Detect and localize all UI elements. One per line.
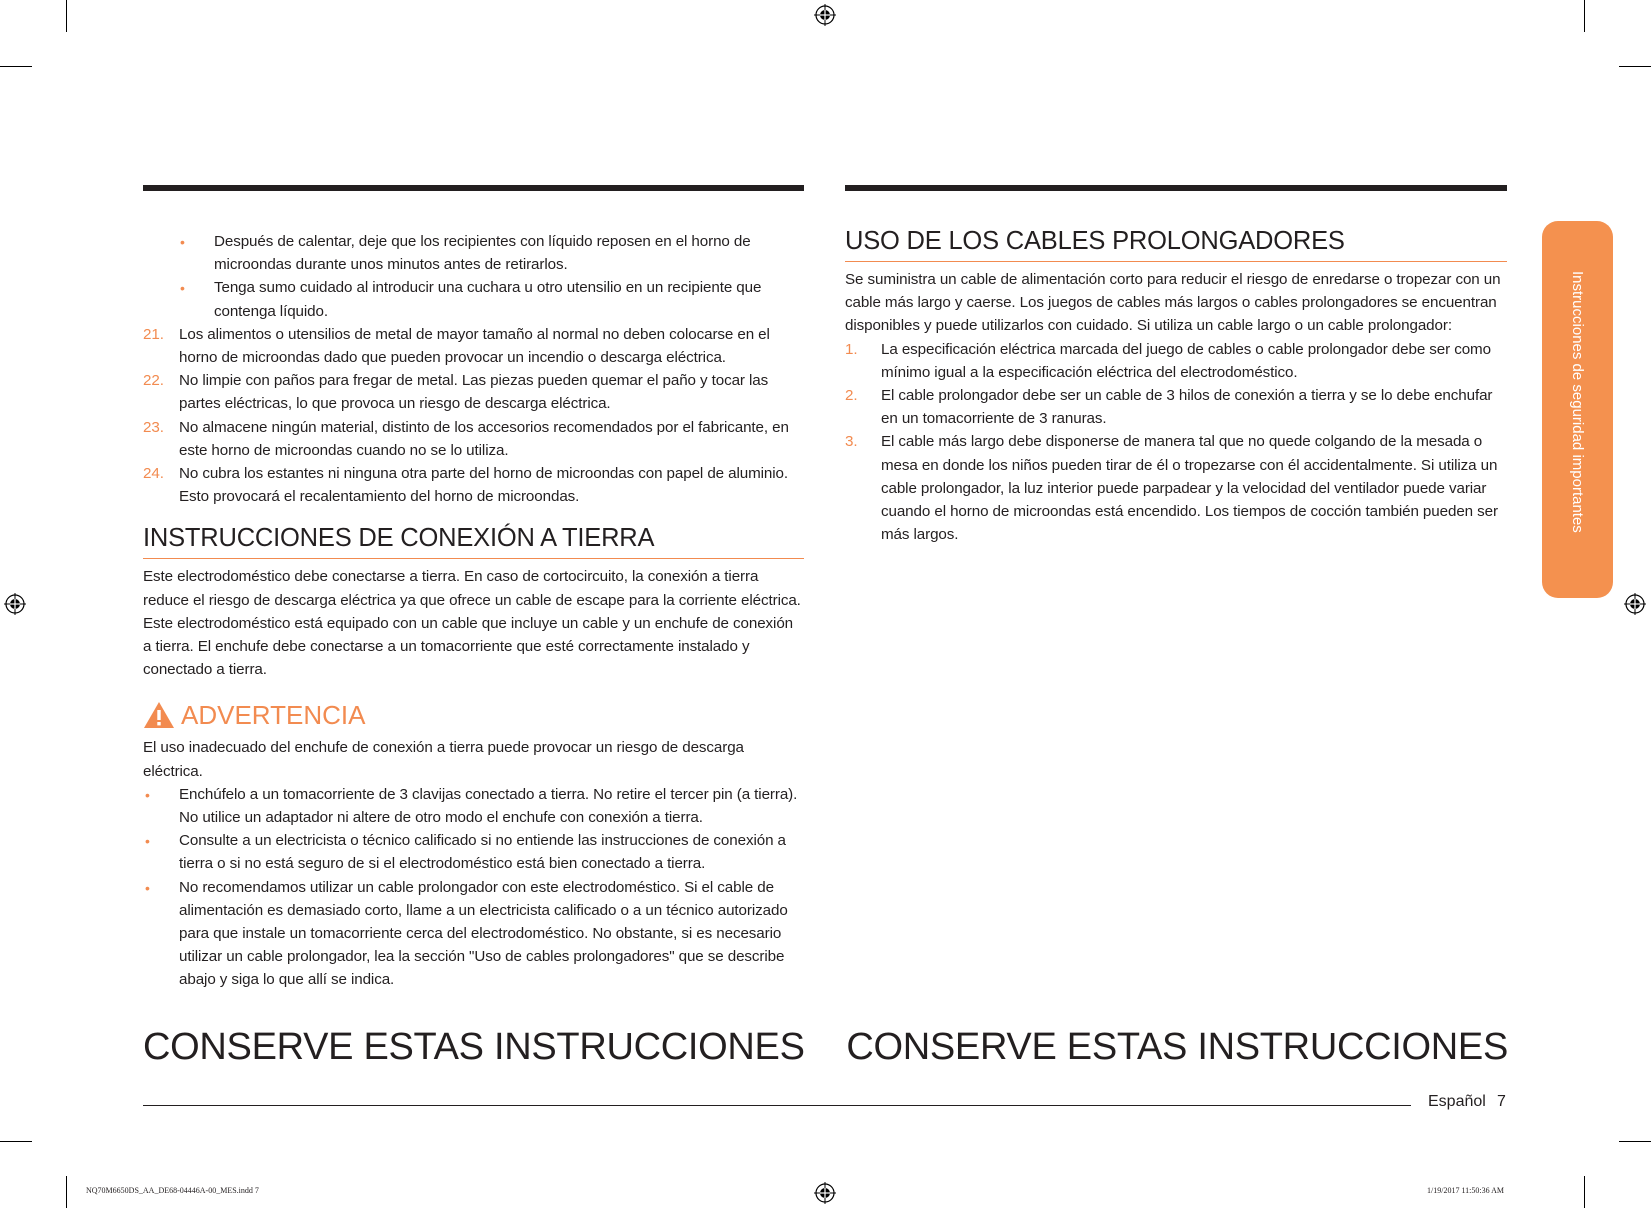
list-item: • Después de calentar, deje que los recipientes con líquido reposen en el horno de microondas durante unos minutos antes de retirarlos. (180, 233, 751, 274)
grounding-heading: INSTRUCCIONES DE CONEXIÓN A TIERRA (143, 520, 804, 559)
list-item: 22. No limpie con paños para fregar de metal. Las piezas pueden quemar el paño y tocar las partes eléctricas, lo que provoca un riesgo de descarga eléctrica. (143, 372, 769, 413)
registration-mark-icon (1624, 593, 1646, 615)
list-item: 23. No almacene ningún material, distinto de los accesorios recomendados por el fabricante, en este horno de microondas cuando no se lo utiliza. (143, 418, 789, 459)
crop-mark (1619, 1141, 1651, 1142)
list-item: • No recomendamos utilizar un cable prolongador con este electrodoméstico. Si el cable de alimentación es demasiado corto, llame a un electricista calificado o a un técnico autorizado para que instale un tomacorriente cerca del electrodoméstico. No obstante, si es necesario utilizar un cable prolongador, lea la sección "Uso de cables prolongadores" que se describe abajo y siga lo que allí se indica. (145, 878, 788, 989)
crop-mark (66, 1176, 67, 1208)
conserve-heading-right: CONSERVE ESTAS INSTRUCCIONES (846, 1026, 1508, 1068)
crop-mark (1584, 1176, 1585, 1208)
list-item: • Consulte a un electricista o técnico calificado si no entiende las instrucciones de conexión a tierra o si no está seguro de si el electrodoméstico está bien conectado a tierra. (145, 832, 786, 873)
left-column (143, 185, 804, 992)
list-item: 21. Los alimentos o utensilios de metal de mayor tamaño al normal no deben colocarse en el horno de microondas dado que pueden provocar un incendio o descarga eléctrica. (143, 325, 770, 367)
numbered-list (845, 338, 1507, 547)
list-item: • Enchúfelo a un tomacorriente de 3 clavijas conectado a tierra. No retire el tercer pin (a tierra). No utilice un adaptador ni altere de otro modo el enchufe con conexión a tierra. (145, 785, 798, 827)
list-item: 3. El cable más largo debe disponerse de manera tal que no quede colgando de la mesada o mesa en donde los niños pueden tirar de él o tropezarse con él accidentalmente. Si utiliza un cable prolongador, la luz interior puede parpadear y la velocidad del ventilador puede variar cuando el horno de microondas está encendido. Los tiempos de cocción también pueden ser más largos. (845, 433, 1498, 544)
warning-heading: ADVERTENCIA (143, 697, 804, 733)
top-bullet-list (143, 230, 804, 323)
registration-mark-icon (814, 4, 836, 26)
list-item: 2. El cable prolongador debe ser un cable de 3 hilos de conexión a tierra y se lo debe enchufar en un tomacorriente de 3 ranuras. (845, 387, 1493, 428)
list-item: 1. La especificación eléctrica marcada del juego de cables o cable prolongador debe ser como mínimo igual a la especificación eléctrica del electrodoméstico. (845, 340, 1491, 381)
conserve-heading-left: CONSERVE ESTAS INSTRUCCIONES (143, 1026, 805, 1068)
footer-rule (143, 1105, 1411, 1106)
crop-mark (0, 1141, 32, 1142)
crop-mark (66, 0, 67, 32)
crop-mark (1619, 66, 1651, 67)
registration-mark-icon (4, 593, 26, 615)
list-item: 24. No cubra los estantes ni ninguna otra parte del horno de microondas con papel de aluminio. Esto provocará el recalentamiento del horno de microondas. (143, 465, 789, 506)
print-slug-file: NQ70M6650DS_AA_DE68-04446A-00_MES.indd 7 (86, 1186, 259, 1195)
print-slug-date: 1/19/2017 11:50:36 AM (1427, 1186, 1505, 1195)
footer-language: Español (1428, 1093, 1486, 1110)
extension-cords-intro: Se suministra un cable de alimentación corto para reducir el riesgo de enredarse o tropezar con un cable más largo y caerse. Los juegos de cables más largos o cables prolongadores se encuentran disponibles y puede utilizarlos con cuidado. Si utiliza un cable largo o un cable prolongador: (845, 271, 1501, 335)
grounding-paragraph: Este electrodoméstico debe conectarse a tierra. En caso de cortocircuito, la conexión a tierra reduce el riesgo de descarga eléctrica ya que ofrece un cable de escape para la corriente eléctrica. Este electrodoméstico está equipado con un cable que incluye un cable y un enchufe de conexión a tierra. El enchufe debe conectarse a un tomacorriente que esté correctamente instalado y conectado a tierra. (143, 568, 801, 679)
warning-bullet-list (143, 783, 804, 992)
extension-cords-heading: USO DE LOS CABLES PROLONGADORES (845, 223, 1507, 262)
registration-mark-icon (814, 1182, 836, 1204)
column-top-rule (143, 185, 804, 191)
crop-mark (0, 66, 32, 67)
crop-mark (1584, 0, 1585, 32)
warning-triangle-icon (143, 701, 175, 729)
column-top-rule (845, 185, 1507, 191)
right-column (845, 185, 1507, 546)
section-side-tab-label: Instrucciones de seguridad importantes (1569, 271, 1586, 533)
page-number: 7 (1497, 1093, 1506, 1110)
list-item: • Tenga sumo cuidado al introducir una cuchara u otro utensilio en un recipiente que contenga líquido. (180, 279, 762, 320)
warning-paragraph: El uso inadecuado del enchufe de conexión a tierra puede provocar un riesgo de descarga eléctrica. (143, 739, 744, 780)
numbered-list (143, 323, 804, 509)
